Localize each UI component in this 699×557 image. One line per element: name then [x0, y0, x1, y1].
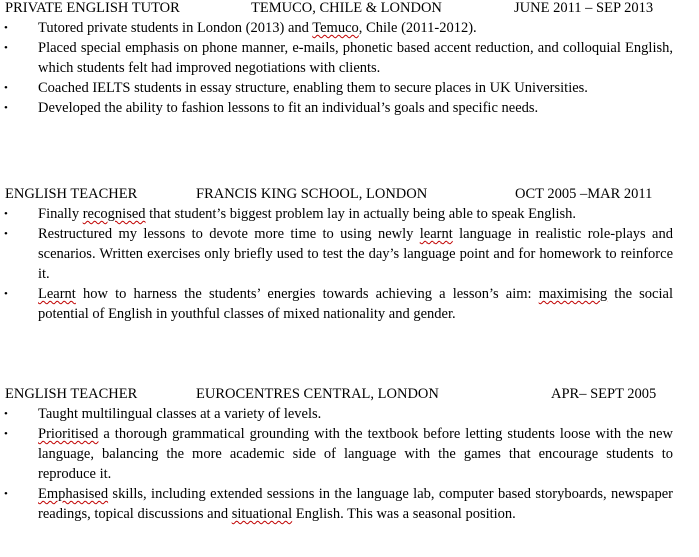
duty-text: how to harness the students’ energies towards achieving a lesson’s aim:	[75, 286, 539, 302]
duty-text: a thorough grammatical grounding with the textbook before letting students loose with the new language, balancing the more academic side of language with the games that encourage students to reproduce it.	[38, 426, 673, 482]
spellcheck-flagged-word: recognised	[82, 206, 146, 222]
duty-text: that student’s biggest problem lay in actually being able to speak English.	[145, 206, 577, 222]
duty-text: Restructured my lessons to devote more time to using newly	[38, 226, 420, 242]
duty-item	[0, 204, 699, 224]
duty-text: Tutored private students in London (2013) and	[38, 20, 313, 36]
duty-item	[0, 224, 699, 284]
spellcheck-flagged-word: learnt	[419, 226, 453, 242]
duty-text: Coached IELTS students in essay structure, enabling them to secure places in UK Universities.	[38, 80, 588, 96]
job-entry-private-tutor	[0, 0, 699, 118]
job-dates: JUNE 2011 – SEP 2013	[514, 0, 654, 16]
spellcheck-flagged-word: Temuco	[312, 20, 359, 36]
bullet-icon: •	[4, 208, 8, 220]
bullet-icon: •	[4, 428, 8, 440]
duty-text: Finally	[38, 206, 83, 222]
duty-item	[0, 78, 699, 98]
bullet-icon: •	[4, 288, 8, 300]
job-header	[0, 184, 699, 204]
duty-text: the social potential of English in youthful classes of mixed nationality and gender.	[38, 286, 673, 322]
job-header	[0, 0, 699, 18]
job-duties-list	[0, 404, 699, 524]
job-organization: FRANCIS KING SCHOOL, LONDON	[196, 186, 428, 202]
duty-item	[0, 404, 699, 424]
job-header	[0, 384, 699, 404]
bullet-icon: •	[4, 22, 8, 34]
duty-item	[0, 284, 699, 324]
duty-item	[0, 424, 699, 484]
job-title: PRIVATE ENGLISH TUTOR	[5, 0, 180, 16]
duty-item	[0, 18, 699, 38]
job-organization: EUROCENTRES CENTRAL, LONDON	[196, 386, 439, 402]
duty-text: skills, including extended sessions in the language lab, computer based storyboards, newspaper readings, topical discussions and	[38, 486, 673, 522]
job-entry-eurocentres	[0, 384, 699, 524]
job-entry-francis-king	[0, 184, 699, 324]
duty-item	[0, 38, 699, 78]
job-dates: APR– SEPT 2005	[551, 386, 657, 402]
duty-item	[0, 484, 699, 524]
spellcheck-flagged-word: Emphasised	[38, 486, 109, 502]
bullet-icon: •	[4, 42, 8, 54]
duty-item	[0, 98, 699, 118]
bullet-icon: •	[4, 488, 8, 500]
duty-text: language in realistic role-plays and scenarios. Written exercises only briefly used to test the day’s language point and for homework to reinforce it.	[38, 226, 673, 282]
duty-text: English. This was a seasonal position.	[292, 506, 516, 522]
bullet-icon: •	[4, 82, 8, 94]
duty-text: Developed the ability to fashion lessons to fit an individual’s goals and specific needs.	[38, 100, 539, 116]
spellcheck-flagged-word: Prioritised	[38, 426, 99, 442]
duty-text: Placed special emphasis on phone manner, e-mails, phonetic based accent reduction, and colloquial English, which students felt had improved negotiations with clients.	[38, 40, 673, 76]
job-title: ENGLISH TEACHER	[5, 186, 138, 202]
duty-text: Taught multilingual classes at a variety of levels.	[38, 406, 322, 422]
job-organization: TEMUCO, CHILE & LONDON	[251, 0, 442, 16]
job-dates: OCT 2005 –MAR 2011	[515, 186, 653, 202]
spellcheck-flagged-word: maximising	[538, 286, 608, 302]
job-duties-list	[0, 18, 699, 118]
bullet-icon: •	[4, 228, 8, 240]
spellcheck-flagged-word: situational	[231, 506, 293, 522]
job-title: ENGLISH TEACHER	[5, 386, 138, 402]
bullet-icon: •	[4, 408, 8, 420]
duty-text: , Chile (2011-2012).	[358, 20, 477, 36]
job-duties-list	[0, 204, 699, 324]
spellcheck-flagged-word: Learnt	[38, 286, 76, 302]
bullet-icon: •	[4, 102, 8, 114]
